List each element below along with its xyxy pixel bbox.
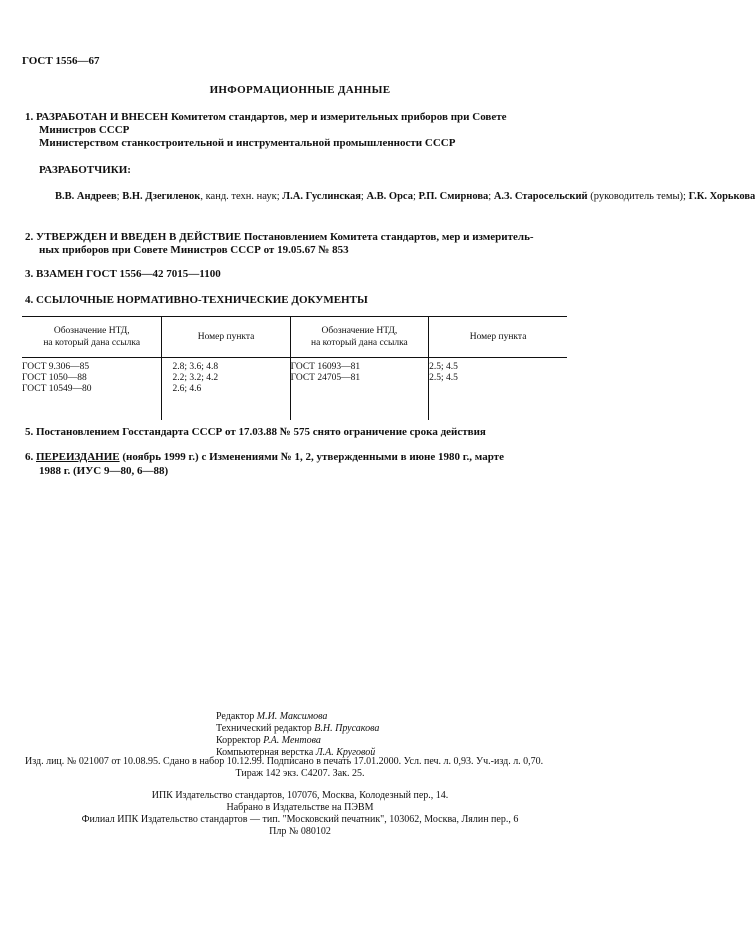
table-cell: 2.6; 4.6 xyxy=(172,384,202,394)
layout-name: Л.А. Круговой xyxy=(315,747,376,758)
right-docs-cell xyxy=(290,358,429,421)
corrector-name: Р.А. Ментова xyxy=(263,735,321,746)
section6-text: (ноябрь 1999 г.) с Изменениями № 1, 2, утвержденными в июне 1980 г., марте xyxy=(119,451,504,463)
section-restriction-lifted: 5. Постановлением Госстандарта СССР от 17.03.88 № 575 снято ограничение срока действия xyxy=(25,426,486,438)
section-developed-by xyxy=(25,111,559,150)
imprint-line: Набрано в Издательстве на ПЭВМ xyxy=(226,802,374,813)
imprint-line: Филиал ИПК Издательство стандартов — тип. "Московский печатник", 103062, Москва, Лялин пер., 6 xyxy=(81,814,519,825)
section2-label: 2. УТВЕРЖДЕН И ВВЕДЕН В ДЕЙСТВИЕ xyxy=(25,231,242,243)
developer-name: В.В. Андреев xyxy=(55,191,117,202)
col-header-doc: Обозначение НТД, на который дана ссылка xyxy=(290,317,429,358)
section1-line2: Министров СССР xyxy=(39,124,130,136)
tech-editor-name: В.Н. Прусакова xyxy=(314,723,380,734)
table-header-row xyxy=(22,317,567,358)
developer-name: В.Н. Дзегиленок xyxy=(122,191,201,202)
section1-text: Комитетом стандартов, мер и измерительных приборов при Совете xyxy=(168,111,507,123)
developer-name: Л.А. Гуслинская xyxy=(282,191,361,202)
table-cell: ГОСТ 24705—81 xyxy=(290,373,361,383)
developer-name: Р.П. Смирнова xyxy=(418,191,489,202)
section2-line2: ных приборов при Совете Министров СССР от 19.05.67 № 853 xyxy=(39,244,349,256)
imprint xyxy=(0,790,600,838)
developer-note: , канд. техн. наук; xyxy=(200,191,283,202)
table-body-row xyxy=(22,358,567,421)
section2-text: Постановлением Комитета стандартов, мер и измеритель- xyxy=(241,231,534,243)
section-replaces: 3. ВЗАМЕН ГОСТ 1556—42 7015—1100 xyxy=(25,268,221,280)
developer-name: Г.К. Хорькова xyxy=(688,191,755,202)
developer-name: А.З. Старосельский xyxy=(493,191,588,202)
col-header-items: Номер пункта xyxy=(429,317,567,358)
section-references-heading: 4. ССЫЛОЧНЫЕ НОРМАТИВНО-ТЕХНИЧЕСКИЕ ДОКУМЕНТЫ xyxy=(25,294,368,306)
table-cell: ГОСТ 10549—80 xyxy=(22,384,92,394)
table-cell: ГОСТ 1050—88 xyxy=(22,373,87,383)
section6-number: 6. xyxy=(25,451,36,463)
references-table xyxy=(22,316,567,420)
col-header-doc: Обозначение НТД, на который дана ссылка xyxy=(22,317,162,358)
editorial-staff: Редактор М.И. Максимова Технический редактор В.Н. Прусакова Корректор Р.А. Ментова Компьютерная верстка Л.А. Круговой xyxy=(216,711,380,758)
imprint-line: ИПК Издательство стандартов, 107076, Москва, Колодезный пер., 14. xyxy=(151,790,449,801)
editor-name: М.И. Максимова xyxy=(256,711,328,722)
page-title: ИНФОРМАЦИОННЫЕ ДАННЫЕ xyxy=(209,84,391,96)
table-cell: ГОСТ 16093—81 xyxy=(290,362,361,372)
right-items-cell xyxy=(429,358,567,421)
section1-label: 1. РАЗРАБОТАН И ВНЕСЕН xyxy=(25,111,169,123)
doc-code: ГОСТ 1556—67 xyxy=(22,55,100,67)
publication-line: Тираж 142 экз. С4207. Зак. 25. xyxy=(235,768,365,779)
developers-heading: РАЗРАБОТЧИКИ: xyxy=(39,164,131,176)
col-header-items: Номер пункта xyxy=(162,317,290,358)
publication-line: Изд. лиц. № 021007 от 10.08.95. Сдано в набор 10.12.99. Подписано в печать 17.01.2000. Усл. печ. л. 0,93. Уч.-изд. л. 0,70. xyxy=(25,756,544,767)
section6-label: ПЕРЕИЗДАНИЕ xyxy=(36,451,120,463)
table-cell: 2.2; 3.2; 4.2 xyxy=(172,373,219,383)
section6-line2: 1988 г. (ИУС 9—80, 6—88) xyxy=(39,465,169,477)
left-items-cell xyxy=(162,358,290,421)
section1-line3: Министерством станкостроительной и инструментальной промышленности СССР xyxy=(39,137,456,149)
left-docs-cell xyxy=(22,358,162,421)
section-approved xyxy=(25,231,534,257)
developers-list: В.В. Андреев; В.Н. Дзегиленок, канд. техн. наук; Л.А. Гуслинская; А.В. Орса; Р.П. Смирнова; А.З. Старосельский (руководитель темы); Г.К. Хорькова xyxy=(55,191,755,202)
developer-note: (руководитель темы); xyxy=(587,191,689,202)
table-cell: 2.8; 3.6; 4.8 xyxy=(172,362,219,372)
developer-name: А.В. Орса xyxy=(366,191,413,202)
table-cell: 2.5; 4.5 xyxy=(429,373,458,383)
imprint-line: Плр № 080102 xyxy=(269,826,331,837)
table-cell: ГОСТ 9.306—85 xyxy=(22,362,90,372)
section-reissue xyxy=(25,450,565,478)
table-cell: 2.5; 4.5 xyxy=(429,362,458,372)
publication-details xyxy=(0,756,600,780)
